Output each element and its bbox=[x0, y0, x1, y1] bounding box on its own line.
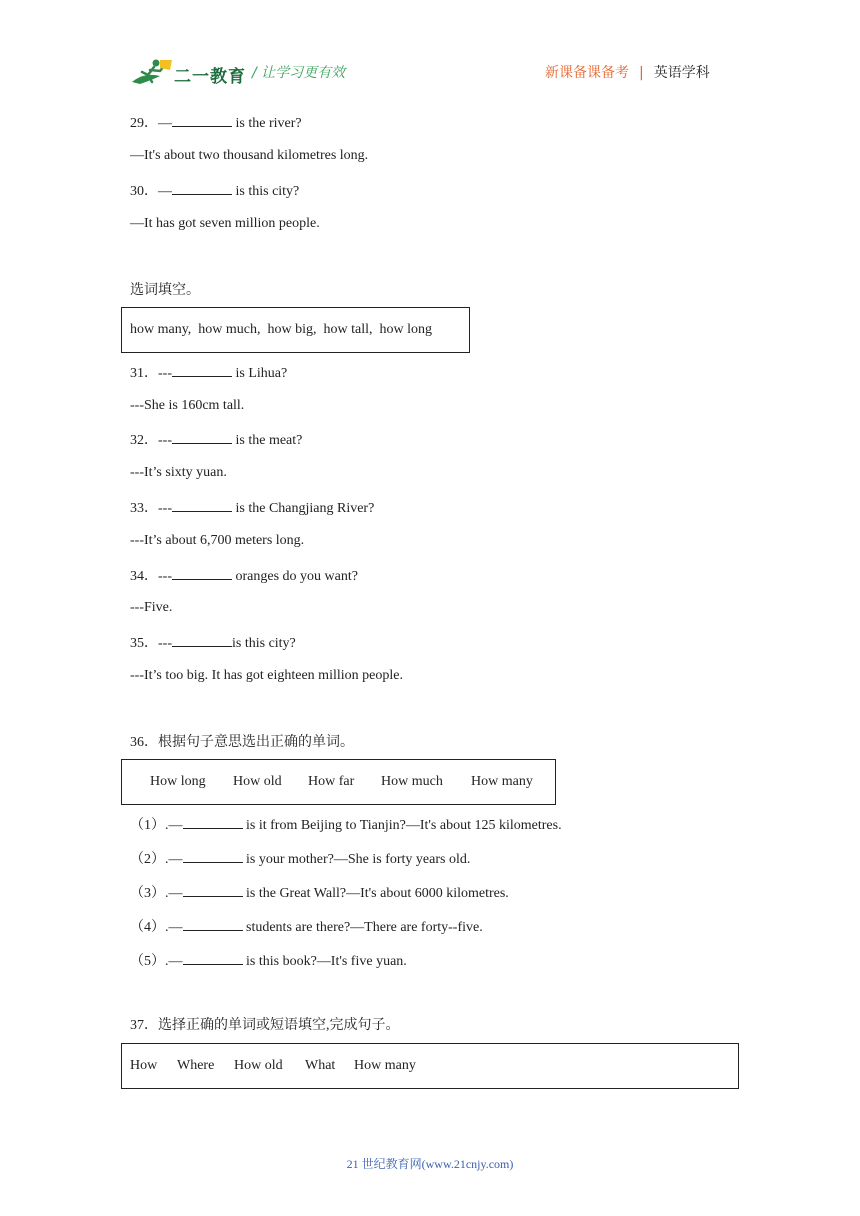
answer-35: ---It’s too big. It has got eighteen million people. bbox=[130, 668, 403, 683]
page-footer[interactable]: 21 世纪教育网(www.21cnjy.com) bbox=[346, 1157, 514, 1171]
header-tags bbox=[545, 62, 710, 82]
question-number: 34．--- bbox=[130, 569, 172, 584]
answer-blank[interactable] bbox=[183, 883, 243, 897]
question-number: 33．--- bbox=[130, 501, 172, 516]
section-title: 选词填空。 bbox=[130, 283, 200, 298]
word-bank-option: How old bbox=[234, 1058, 283, 1073]
item-number: （4）.— bbox=[130, 920, 183, 935]
answer-blank[interactable] bbox=[172, 633, 232, 647]
word-bank-option: How many bbox=[471, 774, 533, 789]
answer-29: —It's about two thousand kilometres long. bbox=[130, 148, 369, 163]
question-32 bbox=[130, 430, 302, 450]
word-bank-option: How old bbox=[233, 774, 282, 789]
item-text: is this book?—It's five yuan. bbox=[242, 954, 407, 969]
word-bank-option: How many bbox=[354, 1058, 416, 1073]
word-bank-option: How far bbox=[308, 774, 355, 789]
answer-blank[interactable] bbox=[172, 566, 232, 580]
question-text: is this city? bbox=[232, 636, 296, 651]
question-text: oranges do you want? bbox=[232, 569, 358, 584]
question-number: 30．— bbox=[130, 184, 172, 199]
question-36-item-4 bbox=[130, 917, 483, 937]
word-bank-box-37 bbox=[121, 1043, 739, 1089]
answer-blank[interactable] bbox=[172, 363, 232, 377]
answer-blank[interactable] bbox=[183, 951, 243, 965]
question-number: 29．— bbox=[130, 116, 172, 131]
item-text: is the Great Wall?—It's about 6000 kilometres. bbox=[242, 886, 509, 901]
word-bank-option: Where bbox=[177, 1058, 215, 1073]
answer-30: —It has got seven million people. bbox=[130, 216, 320, 231]
question-text: is the Changjiang River? bbox=[232, 501, 375, 516]
answer-blank[interactable] bbox=[172, 498, 232, 512]
header-tag-subject: 英语学科 bbox=[653, 65, 710, 81]
answer-blank[interactable] bbox=[172, 181, 232, 195]
question-34 bbox=[130, 566, 358, 586]
question-text: is Lihua? bbox=[232, 366, 288, 381]
answer-blank[interactable] bbox=[183, 917, 243, 931]
answer-32: ---It’s sixty yuan. bbox=[130, 465, 227, 480]
question-36-item-2 bbox=[130, 849, 470, 869]
answer-blank[interactable] bbox=[183, 849, 243, 863]
question-36-title: 36．根据句子意思选出正确的单词。 bbox=[130, 735, 354, 750]
question-37-title: 37．选择正确的单词或短语填空,完成句子。 bbox=[130, 1018, 400, 1033]
word-bank-box bbox=[121, 307, 470, 353]
question-text: is the river? bbox=[232, 116, 302, 131]
word-bank-option: How bbox=[130, 1058, 158, 1073]
question-number: 31．--- bbox=[130, 366, 172, 381]
answer-blank[interactable] bbox=[172, 430, 232, 444]
answer-31: ---She is 160cm tall. bbox=[130, 398, 245, 413]
question-36-item-3 bbox=[130, 883, 509, 903]
slogan: / 让学习更有效 bbox=[252, 65, 346, 81]
item-text: is it from Beijing to Tianjin?—It's about 125 kilometres. bbox=[242, 818, 562, 833]
question-30 bbox=[130, 181, 299, 201]
question-31 bbox=[130, 363, 287, 383]
logo-text: 二一教育 bbox=[174, 67, 246, 87]
answer-33: ---It’s about 6,700 meters long. bbox=[130, 533, 305, 548]
question-33 bbox=[130, 498, 374, 518]
item-text: students are there?—There are forty--five. bbox=[242, 920, 483, 935]
answer-blank[interactable] bbox=[172, 113, 232, 127]
question-36-item-1 bbox=[130, 815, 562, 835]
question-text: is this city? bbox=[232, 184, 300, 199]
header-tag-course: 新课备课备考 bbox=[545, 65, 629, 81]
word-bank-box-36 bbox=[121, 759, 556, 805]
item-number: （3）.— bbox=[130, 886, 183, 901]
question-text: is the meat? bbox=[232, 433, 303, 448]
answer-blank[interactable] bbox=[183, 815, 243, 829]
item-text: is your mother?—She is forty years old. bbox=[242, 852, 471, 867]
page-header bbox=[0, 0, 860, 100]
answer-34: ---Five. bbox=[130, 600, 173, 615]
question-number: 32．--- bbox=[130, 433, 172, 448]
header-separator: | bbox=[639, 65, 644, 81]
word-bank-option: How much bbox=[381, 774, 443, 789]
item-number: （5）.— bbox=[130, 954, 183, 969]
question-36-item-5 bbox=[130, 951, 407, 971]
item-number: （2）.— bbox=[130, 852, 183, 867]
question-29 bbox=[130, 113, 302, 133]
word-bank-option: How long bbox=[150, 774, 206, 789]
item-number: （1）.— bbox=[130, 818, 183, 833]
runner-logo-icon bbox=[130, 58, 174, 88]
word-bank-option: What bbox=[305, 1058, 336, 1073]
word-bank-options: how many, how much, how big, how tall, how long bbox=[130, 322, 433, 337]
question-number: 35．--- bbox=[130, 636, 172, 651]
question-35 bbox=[130, 633, 296, 653]
